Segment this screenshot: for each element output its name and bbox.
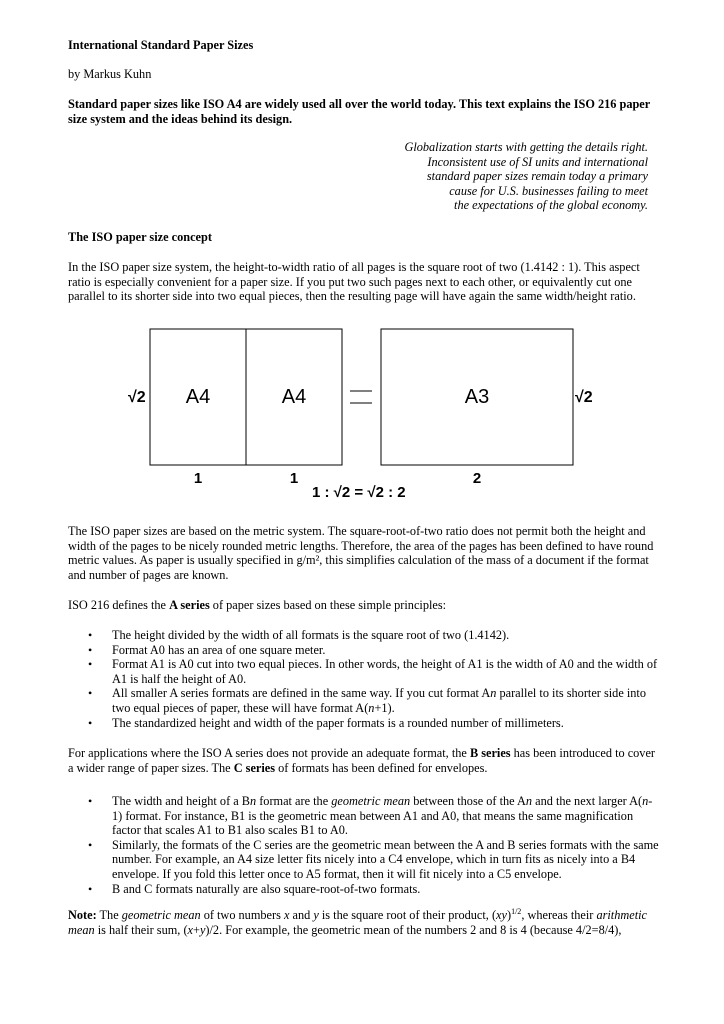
list-item [68, 686, 660, 715]
geometric-mean-term: geometric mean [121, 908, 201, 922]
a-series-intro [68, 598, 660, 613]
text-run: and the next larger A( [532, 794, 643, 808]
arithmetic-mean-term: arithmetic mean [68, 908, 647, 937]
text-run: and [289, 908, 314, 922]
width-label-a4-right: 1 [289, 470, 299, 487]
text-run: of paper sizes based on these simple principles: [209, 598, 447, 612]
list-item: • Format A0 has an area of one square meter. [68, 643, 660, 658]
text-run: For applications where the ISO A series does not provide an adequate format, the [68, 746, 470, 760]
bc-series-paragraph [68, 746, 660, 775]
quote-line: Inconsistent use of SI units and international [427, 154, 648, 169]
metric-paragraph: The ISO paper sizes are based on the metric system. The square-root-of-two ratio does not permit both the height and width of the pages to be nicely rounded metric lengths. Therefore, the area of the pages has been defined to have round metric values. As paper is usually specified in g/m², this simplifies calculation of the mass of a document if the format and number of pages are known. [68, 524, 654, 582]
text-run: of two numbers [200, 908, 284, 922]
quote-line: cause for U.S. businesses failing to meet [449, 183, 648, 198]
exponent: 1/2 [511, 907, 522, 916]
sqrt2-left-label: √2 [128, 389, 146, 406]
text-run: ) [506, 908, 512, 922]
concept-paragraph: In the ISO paper size system, the height-to-width ratio of all pages is the square root of two (1.4142 : 1). This aspect ratio is especially convenient for a paper size. If you put two such pages next to each other, or equivalently cut one parallel to its shorter side into two equal pieces, then the resulting page will have again the same width/height ratio. [68, 260, 640, 304]
a-series-term: A series [169, 598, 210, 612]
width-label-a3: 2 [472, 470, 482, 487]
variable-n: n [642, 794, 649, 808]
text-run: is half their sum, ( [94, 922, 188, 937]
text-run: The [96, 908, 122, 922]
text-run: parallel to its shorter side into two equal pieces of paper, these will have format A( [112, 686, 646, 715]
text-run: All smaller A series formats are defined in the same way. If you cut format A [112, 686, 491, 701]
width-label-a4-left: 1 [193, 470, 203, 487]
variable-x: x [283, 908, 290, 922]
c-series-term: C series [233, 760, 276, 775]
page-title: International Standard Paper Sizes [68, 38, 254, 52]
list-item [68, 794, 660, 838]
text-run: The width and height of a B [112, 794, 250, 808]
variable-xy: xy [496, 908, 507, 922]
text-run: -1) format. For instance, B1 is the geometric mean between A1 and A0, that means the same magnification factor that scales A1 to B1 also scales B1 to A0. [112, 794, 653, 838]
note-label: Note: [68, 908, 97, 922]
a3-label: A3 [464, 386, 490, 408]
a4-left-label: A4 [185, 386, 211, 408]
text-run: , whereas their [521, 908, 597, 922]
variable-y: y [313, 908, 319, 922]
author-line: by Markus Kuhn [68, 67, 152, 81]
list-item: • The height divided by the width of all formats is the square root of two (1.4142). [68, 628, 660, 643]
text-run: )/2. For example, the geometric mean of the numbers 2 and 8 is 4 (because 4/2=8/4), [205, 922, 622, 937]
text-run: +1). [374, 700, 395, 715]
variable-n: n [525, 794, 533, 808]
variable-x: x [187, 922, 194, 937]
variable-n: n [249, 794, 257, 808]
quote-line: standard paper sizes remain today a primary [426, 169, 648, 184]
geometric-mean-term: geometric mean [331, 794, 411, 808]
sqrt2-right-label: √2 [575, 389, 593, 406]
list-item: • B and C formats naturally are also square-root-of-two formats. [68, 882, 660, 897]
text-run: + [193, 922, 200, 937]
ratio-equation: 1 : √2 = √2 : 2 [312, 484, 406, 501]
intro-paragraph: Standard paper sizes like ISO A4 are widely used all over the world today. This text explains the ISO 216 paper size system and the ideas behind its design. [68, 97, 650, 126]
note-paragraph [68, 908, 660, 937]
text-run: has been introduced to cover a wider range of paper sizes. The [68, 746, 656, 775]
list-item: • Format A1 is A0 cut into two equal pieces. In other words, the height of A1 is the width of A0 and the width of A1 is half the height of A0. [68, 657, 660, 686]
a-series-list [68, 628, 660, 730]
bc-series-list [68, 794, 660, 896]
quote-line: the expectations of the global economy. [454, 198, 648, 213]
text-run: format are the [256, 794, 332, 808]
epigraph-quote [228, 140, 648, 213]
variable-n: n [490, 686, 497, 701]
list-item: • The standardized height and width of the paper formats is a rounded number of millimeters. [68, 716, 660, 731]
text-run: of formats has been defined for envelopes. [275, 760, 488, 775]
list-item: • Similarly, the formats of the C series are the geometric mean between the A and B series formats with the same number. For example, an A4 size letter fits nicely into a C4 envelope, which in turn fits as nicely into a B4 envelope. If you fold this letter once to A5 format, then it will fit nicely into a C5 envelope. [68, 838, 660, 882]
quote-line: Globalization starts with getting the details right. [404, 140, 648, 154]
variable-y: y [199, 922, 206, 937]
variable-n: n [368, 700, 375, 715]
section-heading: The ISO paper size concept [68, 230, 212, 244]
text-run: between those of the A [410, 794, 526, 808]
paper-size-diagram [118, 326, 618, 506]
b-series-term: B series [469, 746, 511, 760]
a4-right-label: A4 [281, 386, 307, 408]
text-run: ISO 216 defines the [68, 598, 170, 612]
text-run: is the square root of their product, ( [318, 908, 497, 922]
